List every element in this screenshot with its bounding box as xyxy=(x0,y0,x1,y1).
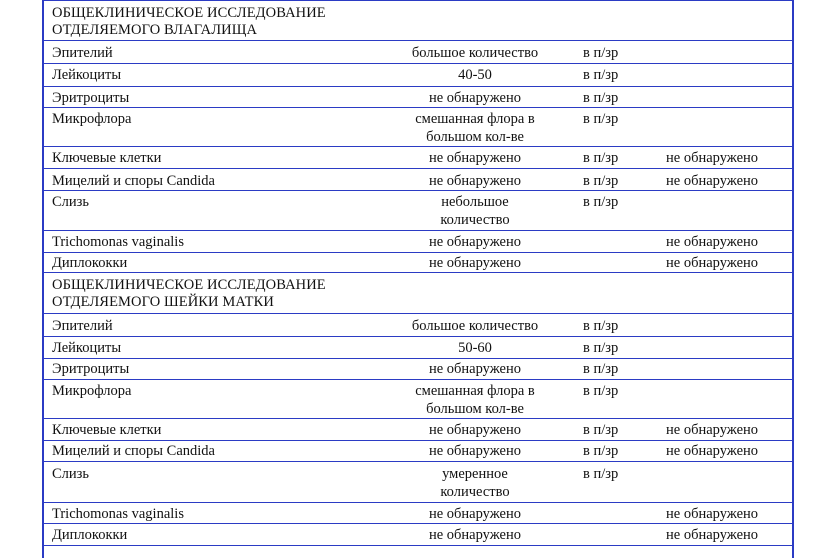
param-unit: в п/зр xyxy=(583,443,619,459)
param-unit: в п/зр xyxy=(583,173,619,189)
param-name: Лейкоциты xyxy=(52,340,122,356)
param-name: Мицелий и споры Candida xyxy=(52,443,215,459)
divider xyxy=(42,358,794,359)
param-name: Микрофлора xyxy=(52,383,132,399)
param-unit: в п/зр xyxy=(583,194,619,210)
divider xyxy=(42,190,794,191)
divider xyxy=(42,40,794,41)
param-unit: в п/зр xyxy=(583,111,619,127)
param-result: смешанная флора в большом кол-ве xyxy=(415,383,535,417)
param-result: не обнаружено xyxy=(428,173,522,189)
param-result: умеренное количество xyxy=(440,466,510,500)
param-name: Диплококки xyxy=(52,255,128,271)
param-name: Ключевые клетки xyxy=(52,150,162,166)
divider xyxy=(42,63,794,64)
section-title-vaginal: ОБЩЕКЛИНИЧЕСКОЕ ИССЛЕДОВАНИЕ ОТДЕЛЯЕМОГО ВЛАГАЛИЩА xyxy=(52,5,326,38)
param-norm: не обнаружено xyxy=(666,150,759,166)
param-name: Диплококки xyxy=(52,527,128,543)
divider xyxy=(42,252,794,253)
param-name: Мицелий и споры Candida xyxy=(52,173,215,189)
divider xyxy=(42,523,794,524)
param-unit: в п/зр xyxy=(583,45,619,61)
divider xyxy=(42,418,794,419)
param-name: Trichomonas vaginalis xyxy=(52,234,184,250)
param-name: Лейкоциты xyxy=(52,67,122,83)
divider xyxy=(42,313,794,314)
param-result: смешанная флора в большом кол-ве xyxy=(415,111,535,145)
param-norm: не обнаружено xyxy=(666,422,759,438)
divider xyxy=(42,86,794,87)
divider xyxy=(42,168,794,169)
param-result: не обнаружено xyxy=(428,527,522,543)
param-result: не обнаружено xyxy=(428,361,522,377)
divider xyxy=(42,107,794,108)
param-norm: не обнаружено xyxy=(666,527,759,543)
param-result: большое количество xyxy=(411,318,539,334)
param-unit: в п/зр xyxy=(583,466,619,482)
param-norm: не обнаружено xyxy=(666,255,759,271)
divider xyxy=(42,502,794,503)
table-bottom-border xyxy=(42,545,794,546)
param-result: небольшое количество xyxy=(440,194,510,228)
param-unit: в п/зр xyxy=(583,67,619,83)
param-name: Эпителий xyxy=(52,318,113,334)
param-name: Ключевые клетки xyxy=(52,422,162,438)
param-unit: в п/зр xyxy=(583,340,619,356)
param-result: не обнаружено xyxy=(428,150,522,166)
param-result: 50-60 xyxy=(458,340,492,356)
param-name: Trichomonas vaginalis xyxy=(52,506,184,522)
param-unit: в п/зр xyxy=(583,318,619,334)
table-top-border xyxy=(42,0,794,1)
param-result: не обнаружено xyxy=(428,443,522,459)
divider xyxy=(42,272,794,273)
param-result: не обнаружено xyxy=(428,90,522,106)
divider xyxy=(42,440,794,441)
param-result: 40-50 xyxy=(458,67,492,83)
param-unit: в п/зр xyxy=(583,150,619,166)
divider xyxy=(42,230,794,231)
param-name: Слизь xyxy=(52,466,90,482)
param-norm: не обнаружено xyxy=(666,506,759,522)
param-unit: в п/зр xyxy=(583,90,619,106)
param-norm: не обнаружено xyxy=(666,173,759,189)
param-result: не обнаружено xyxy=(428,255,522,271)
divider xyxy=(42,379,794,380)
divider xyxy=(42,146,794,147)
param-result: не обнаружено xyxy=(428,422,522,438)
divider xyxy=(42,461,794,462)
param-unit: в п/зр xyxy=(583,383,619,399)
param-name: Слизь xyxy=(52,194,90,210)
param-name: Эритроциты xyxy=(52,90,130,106)
param-norm: не обнаружено xyxy=(666,234,759,250)
param-result: не обнаружено xyxy=(428,506,522,522)
param-result: большое количество xyxy=(411,45,539,61)
param-name: Микрофлора xyxy=(52,111,132,127)
param-norm: не обнаружено xyxy=(666,443,759,459)
param-name: Эпителий xyxy=(52,45,113,61)
param-unit: в п/зр xyxy=(583,361,619,377)
param-name: Эритроциты xyxy=(52,361,130,377)
param-unit: в п/зр xyxy=(583,422,619,438)
section-title-cervix: ОБЩЕКЛИНИЧЕСКОЕ ИССЛЕДОВАНИЕ ОТДЕЛЯЕМОГО ШЕЙКИ МАТКИ xyxy=(52,277,326,310)
divider xyxy=(42,336,794,337)
param-result: не обнаружено xyxy=(428,234,522,250)
